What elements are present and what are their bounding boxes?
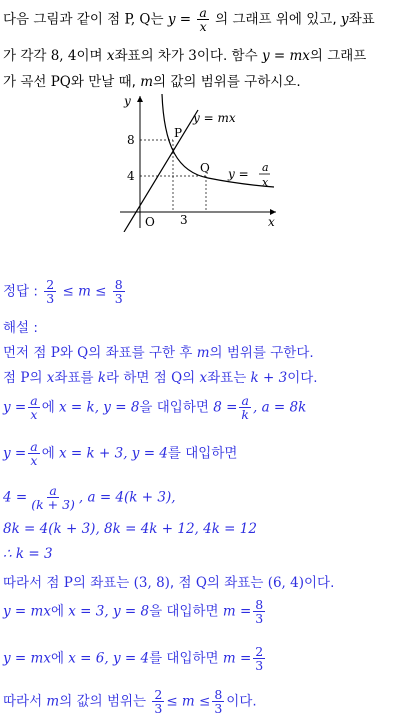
problem-math: y = bbox=[167, 11, 192, 28]
solution-line-10: y = mx에 x = 6, y = 4를 대입하면 m = $\frac{2}{3}$ bbox=[3, 644, 264, 673]
solution-line-9: y = mx에 x = 3, y = 8을 대입하면 m = $\frac{8}{3}$ bbox=[3, 597, 264, 626]
answer-inequality: ≤ m ≤ bbox=[62, 283, 107, 300]
solution-line-2: 점 P의 x좌표를 k라 하면 점 Q의 x좌표는 k + 3이다. bbox=[3, 370, 318, 386]
solution-line-3: y = $\frac{a}{x}$ 에 x = k, y = 8을 대입하면 8 = $\frac{a}{k}$ , a = 8k bbox=[3, 393, 307, 422]
answer-label: 정답 : bbox=[3, 283, 38, 300]
problem-text: 이며 bbox=[76, 48, 103, 64]
point-q-label: Q bbox=[200, 161, 210, 175]
answer-line bbox=[3, 278, 127, 305]
tick-label-3: 3 bbox=[180, 213, 188, 227]
solution-line-1: 먼저 점 P와 Q의 좌표를 구한 후 m의 범위를 구한다. bbox=[3, 345, 314, 361]
fraction: $\frac{a}{x}$ bbox=[199, 5, 207, 34]
problem-text: 좌표 bbox=[348, 11, 375, 28]
problem-math: x bbox=[106, 48, 115, 64]
problem-text: 와 만날 때, bbox=[70, 74, 136, 90]
problem-text: 의 값의 범위를 구하시오. bbox=[153, 74, 301, 90]
problem-text: 의 그래프 bbox=[309, 48, 367, 64]
graph-figure bbox=[118, 92, 278, 232]
tick-label-8: 8 bbox=[127, 133, 135, 147]
problem-math: y bbox=[340, 11, 349, 28]
solution-line-8: 따라서 점 P의 좌표는 (3, 8), 점 Q의 좌표는 (6, 4)이다. bbox=[3, 575, 335, 591]
problem-text: 이다. 함수 bbox=[196, 48, 258, 64]
problem-text: 가 곡선 bbox=[3, 74, 47, 90]
problem-math: y = mx bbox=[261, 48, 310, 64]
problem-math: m bbox=[140, 74, 154, 90]
curve-label-numerator: a bbox=[262, 161, 269, 174]
problem-points: P, Q bbox=[124, 11, 151, 28]
problem-text: 의 그래프 위에 있고, bbox=[215, 11, 337, 28]
problem-line-2 bbox=[3, 44, 366, 64]
tick-label-4: 4 bbox=[127, 169, 135, 183]
problem-text: 는 bbox=[150, 11, 164, 28]
point-p-label: P bbox=[174, 126, 183, 140]
x-axis-label: x bbox=[268, 215, 275, 229]
solution-line-7: ∴ k = 3 bbox=[3, 546, 53, 562]
y-axis-arrow-icon bbox=[137, 96, 143, 102]
solution-line-4: y = $\frac{a}{x}$ 에 x = k + 3, y = 4를 대입하면 bbox=[3, 439, 238, 468]
solution-heading: 해설 : bbox=[3, 320, 38, 336]
problem-math: 8, 4 bbox=[50, 48, 77, 64]
problem-math: 3 bbox=[188, 48, 197, 64]
answer-lower-bound: $\frac{2}{3}$ bbox=[46, 277, 55, 306]
problem-line-3 bbox=[3, 70, 301, 90]
solution-line-11: 따라서 m의 값의 범위는 $\frac{2}{3}$ ≤ m ≤ $\frac{8}{3}$ 이다. bbox=[3, 687, 257, 716]
y-axis-label: y bbox=[124, 94, 131, 108]
problem-text: 가 각각 bbox=[3, 48, 47, 64]
problem-text: 다음 그림과 같이 점 bbox=[3, 11, 121, 28]
answer-upper-bound: $\frac{8}{3}$ bbox=[114, 277, 123, 306]
problem-text: 좌표의 차가 bbox=[114, 48, 184, 64]
solution-label bbox=[3, 316, 38, 336]
solution-line-6: 8k = 4(k + 3), 8k = 4k + 12, 4k = 12 bbox=[3, 521, 257, 537]
curve-label: y = bbox=[228, 167, 249, 181]
problem-math: PQ bbox=[50, 74, 71, 90]
solution-line-5: 4 = $\frac{a}{(k + 3)}$ , a = 4(k + 3), bbox=[3, 483, 176, 512]
line-label: y = mx bbox=[193, 111, 236, 125]
curve-label-denominator: x bbox=[262, 176, 269, 189]
origin-label: O bbox=[145, 215, 155, 229]
problem-line-1 bbox=[3, 6, 375, 33]
